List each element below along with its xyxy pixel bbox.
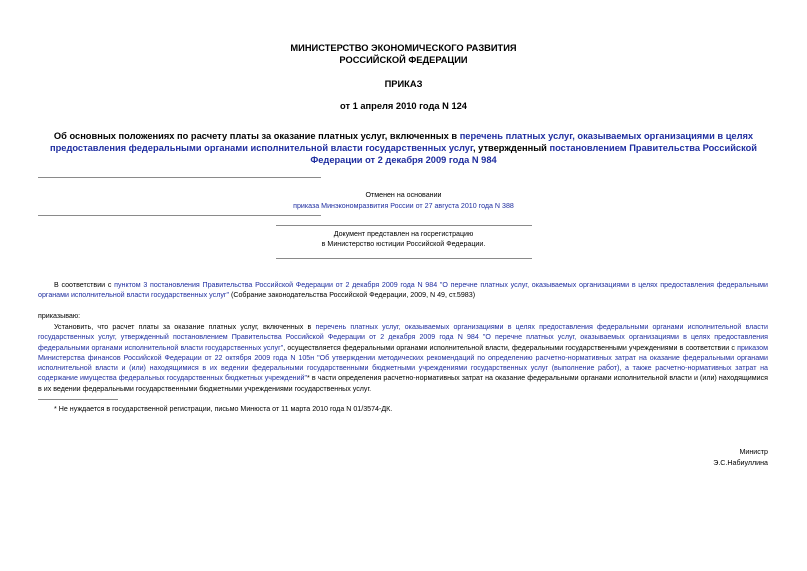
body-text-1: Установить, что расчет платы за оказание платных услуг, включенных в — [54, 323, 316, 331]
footnote: * Не нуждается в государственной регистрации, письмо Минюста от 11 марта 2010 года N 01/3574-ДК. — [54, 405, 393, 413]
cancelled-by-order-link[interactable]: приказа Минэкономразвития России от 27 августа 2010 года N 388 — [293, 202, 514, 210]
ministry-line-1: МИНИСТЕРСТВО ЭКОНОМИЧЕСКОГО РАЗВИТИЯ — [290, 43, 517, 53]
signature-name: Э.С.Набиуллина — [713, 459, 768, 467]
body-link-services-list[interactable]: перечень платных услуг, оказываемых организациями в целях предоставления федеральными органами исполнительной власти государственных услуг, утвержденный постановлением Правительства Российской Федерации от 2 декабря 2009 года N 984 "О перечне платных услуг, оказываемых организациями в целях предоставления федеральными органами исполнительной власти государственных услуг" — [38, 323, 768, 352]
order-body-paragraph — [38, 322, 768, 394]
document-title — [38, 131, 769, 166]
preamble-link-resolution-984[interactable]: пунктом 3 постановления Правительства Российской Федерации от 2 декабря 2009 года N 984 "О перечне платных услуг, оказываемых организациями в целях предоставления федеральными органами исполнительной власти государственных услуг" — [38, 281, 769, 300]
divider-center-top — [276, 225, 532, 226]
divider-left-bottom — [38, 215, 321, 216]
divider-center-bottom — [276, 258, 532, 259]
document-date: от 1 апреля 2010 года N 124 — [340, 101, 467, 111]
footnote-divider — [38, 399, 118, 400]
title-text-1: Об основных положениях по расчету платы за оказание платных услуг, включенных в — [53, 131, 460, 141]
title-link-services-list[interactable]: перечень платных услуг, оказываемых организациями в целях предоставления федеральными органами исполнительной власти государственных услуг — [49, 131, 754, 153]
body-link-minfin-order[interactable]: приказом Министерства финансов Российской Федерации от 22 октября 2009 года N 105н "Об утверждении методических рекомендаций по определению расчетно-нормативных затрат на оказание федеральными органами исполнительной власти и (или) находящимися в их ведении федеральными государственными бюджетными учреждениями государственных услуг (выполнение работ), а также расчетно-нормативных затрат на содержание имущества федеральных государственных бюджетных учреждений" — [38, 343, 768, 383]
document-type: ПРИКАЗ — [384, 79, 423, 89]
preamble-text-2: (Собрание законодательства Российской Федерации, 2009, N 49, ст.5983) — [228, 291, 476, 300]
registration-notice-line-1: Документ представлен на госрегистрацию — [333, 230, 474, 238]
signature-position: Министр — [739, 448, 768, 456]
title-link-resolution-984[interactable]: постановлением Правительства Российской Федерации от 2 декабря 2009 года N 984 — [310, 142, 757, 165]
preamble-text-1: В соответствии с — [54, 281, 115, 289]
body-text-3: * в части определения расчетно-нормативных затрат на оказание федеральными органами исполнительной власти и (или) находящимися в их ведении федеральными государственными бюджетными учреждениями государственных услуг. — [38, 374, 768, 393]
body-text-2: , осуществляется федеральными органами исполнительной власти, федеральными государственными учреждениями в соответствии с — [283, 343, 738, 352]
title-text-2: , утвержденный — [473, 142, 550, 153]
registration-notice-line-2: в Министерство юстиции Российской Федерации. — [321, 240, 486, 248]
cancelled-label: Отменен на основании — [365, 191, 442, 199]
ministry-line-2: РОССИЙСКОЙ ФЕДЕРАЦИИ — [339, 55, 468, 65]
preamble-paragraph — [38, 280, 768, 301]
divider-left-top — [38, 177, 321, 178]
order-word: приказываю: — [38, 312, 81, 320]
